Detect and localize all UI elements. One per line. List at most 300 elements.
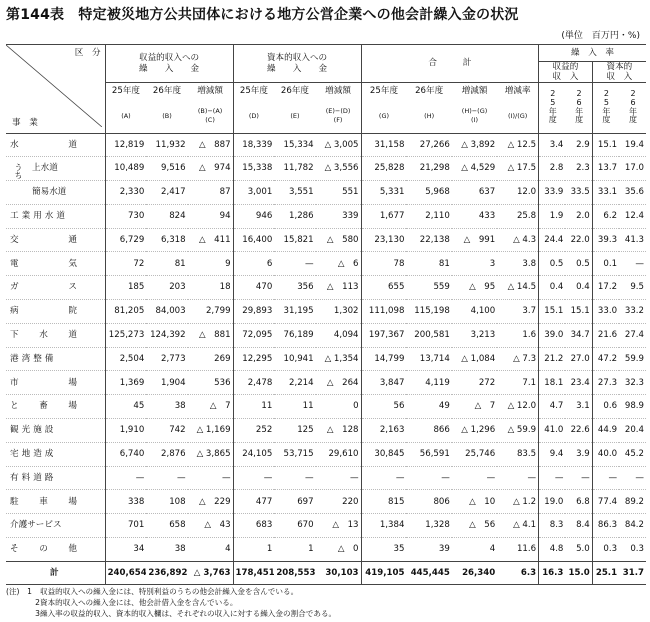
- col-rate-sub: (I)/(G): [497, 99, 538, 133]
- cell-col-0: 185: [105, 276, 146, 300]
- table-row: [6, 442, 646, 466]
- cell-col-10: 33.9: [539, 181, 566, 205]
- table-row: [6, 347, 646, 371]
- cell-col-6: 815: [361, 490, 406, 514]
- cell-col-7: 81: [406, 252, 451, 276]
- ratio-capital-line1: 資本的: [606, 62, 633, 72]
- row-label: 簡易水道: [6, 181, 105, 205]
- col-f-sub: [316, 99, 361, 133]
- cell-col-12: 47.2: [592, 347, 619, 371]
- cell-col-1: 236,892: [146, 561, 187, 584]
- cell-col-6: 197,367: [361, 323, 406, 347]
- cell-col-5: △ 13: [316, 514, 361, 538]
- table-row: [6, 323, 646, 347]
- cell-col-6: 31,158: [361, 133, 406, 157]
- cell-col-1: 2,773: [146, 347, 187, 371]
- cell-col-7: 39: [406, 538, 451, 562]
- cell-col-4: 697: [274, 490, 315, 514]
- cell-col-4: 11,782: [274, 157, 315, 181]
- cell-col-3: 15,338: [233, 157, 274, 181]
- cell-col-0: 45: [105, 395, 146, 419]
- table-row: [6, 371, 646, 395]
- row-label: 上水道 うち: [6, 157, 105, 181]
- cell-col-8: △ 7: [452, 395, 497, 419]
- col-i-label: 増減額: [452, 83, 497, 100]
- cell-col-6: 30,845: [361, 442, 406, 466]
- col-h-sub: (H): [406, 99, 451, 133]
- cell-col-6: 56: [361, 395, 406, 419]
- col-e-sub: (E): [274, 99, 315, 133]
- cell-col-0: 338: [105, 490, 146, 514]
- note-2-key: 2: [35, 598, 40, 607]
- cell-col-13: 19.4: [624, 139, 644, 150]
- cell-col-4: 125: [274, 419, 315, 443]
- cell-col-12: 33.1: [592, 181, 619, 205]
- cell-col-6: 111,098: [361, 300, 406, 324]
- cell-col-11: —: [565, 466, 592, 490]
- data-table: [6, 44, 646, 585]
- cell-col-10: 4.7: [539, 395, 566, 419]
- cell-col-7: 866: [406, 419, 451, 443]
- row-label: 市 場: [6, 371, 105, 395]
- cell-col-13: 32.3: [619, 371, 646, 395]
- group-capital-line2: 繰 入 金: [266, 63, 328, 74]
- cell-col-2: △ 411: [188, 228, 233, 252]
- col-f-sub1: (E)−(D): [325, 106, 351, 115]
- page-title: 第144表 特定被災地方公共団体における地方公営企業への他会計繰入金の状況: [6, 7, 519, 23]
- cell-col-4: 3,551: [274, 181, 315, 205]
- corner-header: [6, 45, 105, 134]
- cell-col-8: △ 1,296: [452, 419, 497, 443]
- ratio-rev-26-label: [565, 83, 592, 134]
- cell-col-3: 12,295: [233, 347, 274, 371]
- table-row: [6, 181, 646, 205]
- cell-col-6: 1,677: [361, 204, 406, 228]
- cell-col-6: 25,828: [361, 157, 406, 181]
- table-row: [6, 490, 646, 514]
- cell-col-7: 806: [406, 490, 451, 514]
- cell-col-10: 8.3: [539, 514, 566, 538]
- ratio-cap-25-label: [592, 83, 619, 134]
- cell-col-11: 15.1: [565, 300, 592, 324]
- cell-col-6: 3,847: [361, 371, 406, 395]
- row-label: 水 道: [10, 139, 83, 150]
- cell-col-1: 203: [146, 276, 187, 300]
- cell-col-11: 3.1: [565, 395, 592, 419]
- cell-col-8: △ 1,084: [452, 347, 497, 371]
- cell-col-12: 13.7: [592, 157, 619, 181]
- cell-col-13: 33.2: [619, 300, 646, 324]
- cell-col-8: △ 4,529: [452, 157, 497, 181]
- cell-col-6: 419,105: [361, 561, 406, 584]
- cell-col-7: 27,266: [419, 139, 450, 150]
- cell-col-1: 2,876: [146, 442, 187, 466]
- cell-col-2: △ 229: [188, 490, 233, 514]
- note-1-text: 収益的収入への繰入金には、特別利益のうちの他会計繰入金を含んでいる。: [40, 587, 299, 596]
- row-label: 駐 車 場: [6, 490, 105, 514]
- row-label: そ の 他: [6, 538, 105, 562]
- cell-col-8: △ 991: [452, 228, 497, 252]
- cell-col-10: 0.4: [539, 276, 566, 300]
- cell-col-8: 26,340: [452, 561, 497, 584]
- cell-col-6: 35: [361, 538, 406, 562]
- row-label: 港湾整備: [6, 347, 105, 371]
- cell-col-10: 1.9: [539, 204, 566, 228]
- cell-col-1: 1,904: [146, 371, 187, 395]
- cell-col-3: 11: [233, 395, 274, 419]
- cell-col-1: 11,932: [155, 139, 186, 150]
- group-revenue-line1: 収益的収入への: [138, 52, 200, 63]
- cell-col-4: 208,553: [274, 561, 315, 584]
- cell-col-10: 3.4: [539, 133, 566, 157]
- cell-col-12: 86.3: [592, 514, 619, 538]
- cell-col-2: △ 3,865: [188, 442, 233, 466]
- cell-col-11: 33.5: [565, 181, 592, 205]
- cell-col-5: 29,610: [316, 442, 361, 466]
- cell-col-1: 38: [146, 538, 187, 562]
- cell-col-5: △ 0: [316, 538, 361, 562]
- cell-col-9: 83.5: [497, 442, 538, 466]
- col-d-label: 25年度: [233, 83, 274, 100]
- col-f-sub2: (F): [333, 115, 343, 124]
- cell-col-9: 12.0: [497, 181, 538, 205]
- group-revenue-line2: 繰 入 金: [138, 63, 200, 74]
- cell-col-4: 670: [274, 514, 315, 538]
- cell-col-2: 536: [188, 371, 233, 395]
- cell-col-9: 11.6: [497, 538, 538, 562]
- cell-col-10: 19.0: [539, 490, 566, 514]
- cell-col-8: △ 56: [452, 514, 497, 538]
- cell-col-12: 40.0: [592, 442, 619, 466]
- table-row: [6, 157, 646, 181]
- col-i-sub: [452, 99, 497, 133]
- cell-col-4: 11: [274, 395, 315, 419]
- cell-col-13: 84.2: [619, 514, 646, 538]
- col-i-sub2: (I): [471, 115, 479, 124]
- ratio-revenue-header: [539, 62, 593, 83]
- cell-col-8: △ 10: [452, 490, 497, 514]
- ratio-cap-26-label: [619, 83, 646, 134]
- cell-col-11: 2.9: [576, 139, 590, 150]
- note-2: [6, 597, 336, 608]
- cell-col-7: 13,714: [406, 347, 451, 371]
- cell-col-11: 22.0: [565, 228, 592, 252]
- col-c-sub2: (C): [205, 115, 215, 124]
- cell-col-7: 5,968: [406, 181, 451, 205]
- col-i-sub1: (H)−(G): [461, 106, 488, 115]
- cell-col-13: 45.2: [619, 442, 646, 466]
- cell-col-0: 34: [105, 538, 146, 562]
- ratio-cap-26-text: 26年度: [628, 89, 638, 124]
- cell-col-5: 4,094: [316, 323, 361, 347]
- cell-col-3: 477: [233, 490, 274, 514]
- cell-col-3: 2,478: [233, 371, 274, 395]
- table-row: [6, 395, 646, 419]
- cell-col-10: 21.2: [539, 347, 566, 371]
- cell-col-12: 77.4: [592, 490, 619, 514]
- cell-col-2: 94: [188, 204, 233, 228]
- cell-col-12: 44.9: [592, 419, 619, 443]
- cell-col-5: △ 580: [316, 228, 361, 252]
- cell-col-7: 445,445: [406, 561, 451, 584]
- cell-col-3: 470: [233, 276, 274, 300]
- cell-col-9: 25.8: [497, 204, 538, 228]
- cell-col-0: 2,504: [105, 347, 146, 371]
- cell-col-0: —: [105, 466, 146, 490]
- cell-col-5: 1,302: [316, 300, 361, 324]
- cell-col-13: 35.6: [619, 181, 646, 205]
- cell-col-10: 24.4: [539, 228, 566, 252]
- cell-col-9: △ 12.0: [497, 395, 538, 419]
- cell-col-11: 0.4: [565, 276, 592, 300]
- cell-col-2: —: [188, 466, 233, 490]
- cell-col-1: 84,003: [146, 300, 187, 324]
- cell-col-11: 22.6: [565, 419, 592, 443]
- cell-col-3: 6: [233, 252, 274, 276]
- cell-col-11: 15.0: [565, 561, 592, 584]
- cell-col-9: △ 4.3: [497, 228, 538, 252]
- note-1: [6, 586, 336, 597]
- cell-col-2: 18: [188, 276, 233, 300]
- cell-col-9: 3.7: [497, 300, 538, 324]
- cell-col-11: 23.4: [565, 371, 592, 395]
- cell-col-4: 15,334: [283, 139, 314, 150]
- cell-col-0: 125,273: [105, 323, 146, 347]
- cell-col-0: 81,205: [105, 300, 146, 324]
- row-label: 宅地造成: [6, 442, 105, 466]
- cell-col-4: 53,715: [274, 442, 315, 466]
- group-ratio-header: 繰 入 率: [539, 45, 646, 62]
- cell-col-13: —: [619, 466, 646, 490]
- cell-col-11: 2.0: [565, 204, 592, 228]
- note-1-key: (注) 1: [6, 587, 32, 596]
- cell-col-9: △ 4.1: [497, 514, 538, 538]
- ratio-rev-25-text: 25年度: [548, 89, 558, 124]
- cell-col-3: —: [233, 466, 274, 490]
- cell-col-11: 27.0: [565, 347, 592, 371]
- cell-col-12: 33.0: [592, 300, 619, 324]
- table-row: [6, 466, 646, 490]
- cell-col-7: 200,581: [406, 323, 451, 347]
- group-revenue-header: [105, 45, 233, 83]
- cell-col-13: 41.3: [619, 228, 646, 252]
- col-h-label: 26年度: [406, 83, 451, 100]
- cell-col-0: 1,910: [105, 419, 146, 443]
- cell-col-6: 23,130: [361, 228, 406, 252]
- col-a-label: 25年度: [105, 83, 146, 100]
- cell-col-8: 272: [452, 371, 497, 395]
- cell-col-1: 824: [146, 204, 187, 228]
- cell-col-5: △ 3,556: [316, 157, 361, 181]
- cell-col-10: 4.8: [539, 538, 566, 562]
- cell-col-12: 0.3: [592, 538, 619, 562]
- ratio-revenue-line2: 収 入: [552, 72, 579, 82]
- row-label: 下 水 道: [6, 323, 105, 347]
- cell-col-0: 72: [105, 252, 146, 276]
- table-row: [6, 514, 646, 538]
- cell-col-2: △ 881: [188, 323, 233, 347]
- cell-col-8: —: [452, 466, 497, 490]
- cell-col-1: 2,417: [146, 181, 187, 205]
- cell-col-4: 356: [274, 276, 315, 300]
- cell-col-13: 59.9: [619, 347, 646, 371]
- cell-col-0: 2,330: [105, 181, 146, 205]
- cell-col-11: 5.0: [565, 538, 592, 562]
- kubun-label: 区 分: [74, 48, 101, 58]
- cell-col-10: —: [539, 466, 566, 490]
- cell-col-3: 16,400: [233, 228, 274, 252]
- cell-col-5: 551: [316, 181, 361, 205]
- cell-col-11: 8.4: [565, 514, 592, 538]
- table-row: [6, 252, 646, 276]
- jigyou-label: 事 業: [12, 117, 38, 128]
- cell-col-6: 2,163: [361, 419, 406, 443]
- cell-col-9: △ 59.9: [497, 419, 538, 443]
- ratio-rev-26-text: 26年度: [574, 89, 584, 124]
- cell-col-7: 49: [406, 395, 451, 419]
- cell-col-4: —: [274, 252, 315, 276]
- cell-col-1: 742: [146, 419, 187, 443]
- cell-col-11: 3.9: [565, 442, 592, 466]
- cell-col-9: △ 14.5: [497, 276, 538, 300]
- ratio-capital-line2: 収 入: [606, 72, 633, 82]
- cell-col-10: 16.3: [539, 561, 566, 584]
- cell-col-9: △ 1.2: [497, 490, 538, 514]
- cell-col-0: 240,654: [105, 561, 146, 584]
- row-label: 介護サービス: [6, 514, 105, 538]
- cell-col-1: 81: [146, 252, 187, 276]
- cell-col-13: 31.7: [619, 561, 646, 584]
- ratio-rev-25-label: [539, 83, 566, 134]
- cell-col-3: 72,095: [233, 323, 274, 347]
- cell-col-6: 14,799: [361, 347, 406, 371]
- cell-col-4: 31,195: [274, 300, 315, 324]
- row-label: 病 院: [6, 300, 105, 324]
- cell-col-3: 252: [233, 419, 274, 443]
- row-label: 観光施設: [6, 419, 105, 443]
- cell-col-1: 124,392: [146, 323, 187, 347]
- cell-col-12: 6.2: [592, 204, 619, 228]
- cell-col-13: 9.5: [619, 276, 646, 300]
- cell-col-7: 2,110: [406, 204, 451, 228]
- cell-col-13: 27.4: [619, 323, 646, 347]
- cell-col-10: 18.1: [539, 371, 566, 395]
- cell-col-11: 2.3: [565, 157, 592, 181]
- cell-col-5: 339: [316, 204, 361, 228]
- cell-col-8: △ 3,892: [461, 139, 496, 150]
- cell-col-12: 0.6: [592, 395, 619, 419]
- cell-col-8: 3: [452, 252, 497, 276]
- uchi-marker: うち: [14, 163, 23, 180]
- cell-col-8: 4,100: [452, 300, 497, 324]
- cell-col-13: 20.4: [619, 419, 646, 443]
- cell-col-13: —: [619, 252, 646, 276]
- cell-col-6: 5,331: [361, 181, 406, 205]
- cell-col-12: 17.2: [592, 276, 619, 300]
- cell-col-0: 10,489: [105, 157, 146, 181]
- col-c-sub1: (B)−(A): [197, 106, 223, 115]
- cell-col-12: 27.3: [592, 371, 619, 395]
- cell-col-13: 98.9: [619, 395, 646, 419]
- cell-col-4: 10,941: [274, 347, 315, 371]
- col-e-label: 26年度: [274, 83, 315, 100]
- cell-col-12: 21.6: [592, 323, 619, 347]
- cell-col-9: △ 7.3: [497, 347, 538, 371]
- cell-col-0: 730: [105, 204, 146, 228]
- cell-col-12: 39.3: [592, 228, 619, 252]
- cell-col-5: —: [316, 466, 361, 490]
- cell-col-4: 76,189: [274, 323, 315, 347]
- cell-col-7: 56,591: [406, 442, 451, 466]
- cell-col-9: 6.3: [497, 561, 538, 584]
- cell-col-0: 701: [105, 514, 146, 538]
- row-label: 計: [6, 561, 105, 584]
- cell-col-3: 29,893: [233, 300, 274, 324]
- cell-col-6: 655: [361, 276, 406, 300]
- table-row: [6, 300, 646, 324]
- note-3-key: 3: [35, 609, 40, 618]
- table-row: [6, 538, 646, 562]
- note-3: [6, 608, 336, 619]
- cell-col-7: 559: [406, 276, 451, 300]
- col-b-label: 26年度: [146, 83, 187, 100]
- cell-col-13: 0.3: [619, 538, 646, 562]
- cell-col-4: 1: [274, 538, 315, 562]
- col-g-label: 25年度: [361, 83, 406, 100]
- row-label: 交 通: [6, 228, 105, 252]
- row-label: 電 気: [6, 252, 105, 276]
- cell-col-2: △ 887: [198, 139, 231, 150]
- cell-col-13: 89.2: [619, 490, 646, 514]
- cell-col-0: 12,819: [105, 133, 146, 157]
- cell-col-2: 4: [188, 538, 233, 562]
- cell-col-3: 24,105: [233, 442, 274, 466]
- cell-col-3: 1: [233, 538, 274, 562]
- table-row: [6, 276, 646, 300]
- cell-col-8: 637: [452, 181, 497, 205]
- table-row: [6, 204, 646, 228]
- note-2-text: 資本的収入への繰入金には、他会計借入金を含んでいる。: [40, 598, 238, 607]
- cell-col-4: 1,286: [274, 204, 315, 228]
- cell-col-7: —: [406, 466, 451, 490]
- row-label: 工業用水道: [6, 204, 105, 228]
- cell-col-2: △ 3,763: [188, 561, 233, 584]
- cell-col-9: 1.6: [497, 323, 538, 347]
- cell-col-4: 2,214: [274, 371, 315, 395]
- cell-col-12: 25.1: [592, 561, 619, 584]
- cell-col-9: 3.8: [497, 252, 538, 276]
- unit-label: (単位 百万円・%): [561, 31, 640, 41]
- notes: [6, 586, 336, 619]
- cell-col-3: 683: [233, 514, 274, 538]
- cell-col-5: △ 113: [316, 276, 361, 300]
- cell-col-10: 41.0: [539, 419, 566, 443]
- cell-col-7: 1,328: [406, 514, 451, 538]
- cell-col-5: △ 3,005: [324, 139, 359, 150]
- cell-col-8: 3,213: [452, 323, 497, 347]
- cell-col-5: △ 6: [316, 252, 361, 276]
- table-body: [6, 133, 646, 584]
- cell-col-10: 0.5: [539, 252, 566, 276]
- cell-col-2: 87: [188, 181, 233, 205]
- cell-col-0: 6,740: [105, 442, 146, 466]
- col-c-label: 増減額: [188, 83, 233, 100]
- cell-col-7: 4,119: [406, 371, 451, 395]
- cell-col-7: 22,138: [406, 228, 451, 252]
- cell-col-4: 15,821: [274, 228, 315, 252]
- cell-col-5: △ 1,354: [316, 347, 361, 371]
- row-label: と 畜 場: [6, 395, 105, 419]
